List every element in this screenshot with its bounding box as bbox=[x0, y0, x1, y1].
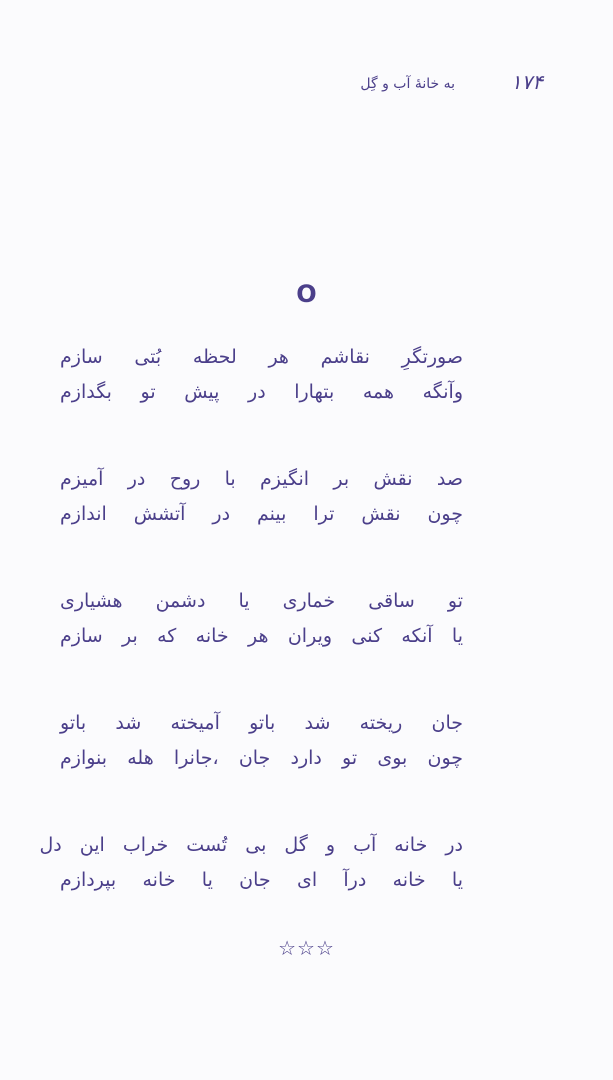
verse-line: تو ساقی خماری یا دشمن هشیاری bbox=[60, 590, 463, 612]
stanza bbox=[60, 340, 463, 410]
verse-line: چون بوی تو دارد جان ،جانرا هله بنوازم bbox=[60, 747, 463, 769]
stanza bbox=[60, 706, 463, 776]
verse-line: صورتگرِ نقاشم هر لحظه بُتی سازم bbox=[60, 346, 463, 368]
verse-line: یا خانه درآ ای جان یا خانه بپردازم bbox=[60, 869, 463, 891]
page-header bbox=[243, 70, 543, 104]
stars-ornament: ☆☆☆ bbox=[278, 936, 335, 960]
verse-line: جان ریخته شد باتو آمیخته شد باتو bbox=[60, 712, 463, 734]
poem-marker: O bbox=[296, 280, 317, 308]
verse-line: یا آنکه کنی ویران هر خانه که بر سازم bbox=[60, 625, 463, 647]
page-number: ۱۷۴ bbox=[510, 70, 543, 94]
running-title: به خانهٔ آب و گِل bbox=[360, 76, 455, 92]
poem-body bbox=[39, 340, 463, 950]
verse-line: چون نقش ترا بینم در آتشش اندازم bbox=[60, 503, 463, 525]
stanza bbox=[60, 584, 463, 654]
stanza bbox=[39, 828, 463, 898]
stanza bbox=[60, 462, 463, 532]
verse-line: صد نقش بر انگیزم با روح در آمیزم bbox=[60, 468, 463, 490]
verse-line: در خانه آب و گل بی تُست خراب این دل bbox=[39, 834, 463, 856]
verse-line: وآنگه همه بتهارا در پیش تو بگدازم bbox=[60, 381, 463, 403]
